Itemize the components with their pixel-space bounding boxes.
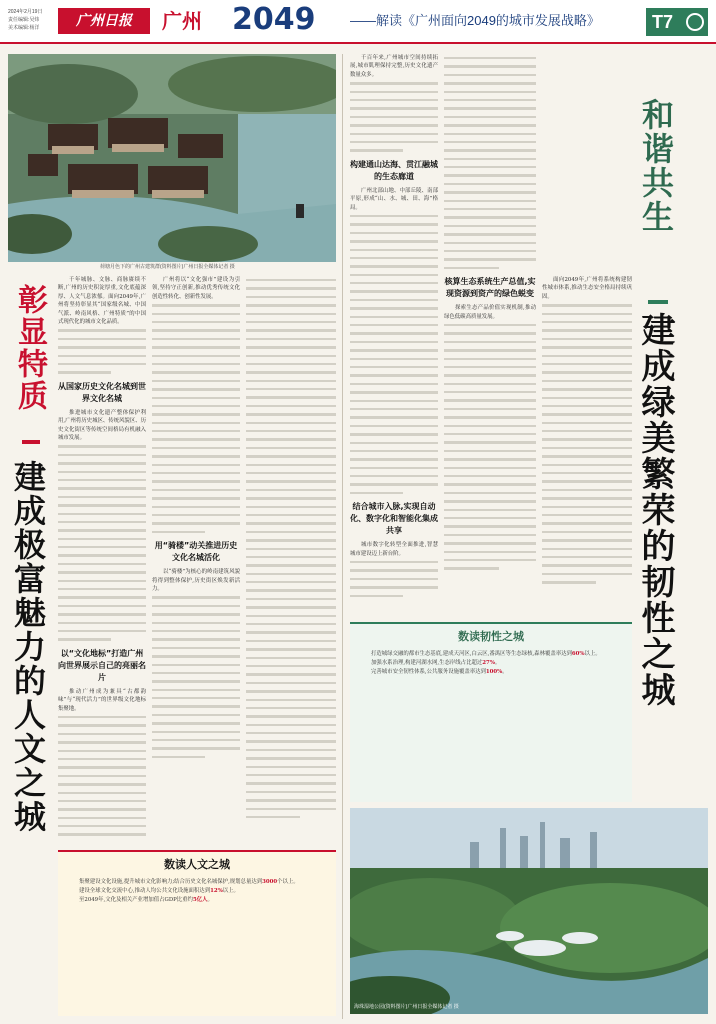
masthead-date xyxy=(8,8,42,32)
circle-icon xyxy=(686,13,704,31)
date-line: 2024年2月19日 xyxy=(8,9,43,15)
paragraph: 城市数字化转型全面推进,智慧城市建设迈上新台阶。 xyxy=(350,542,438,557)
data-paragraph xyxy=(68,878,326,887)
data-highlight: 3000 xyxy=(262,879,278,885)
data-text: 至2049年,文化及相关产业增加值占GDP比重约 xyxy=(79,897,193,903)
subheading: 核算生态系统生产总值,实现资源到资产的绿色蜕变 xyxy=(444,277,536,299)
data-text: 。 xyxy=(494,660,501,666)
data-paragraph xyxy=(360,659,622,668)
top-photo-ancient-buildings xyxy=(8,54,336,262)
data-text: 。 xyxy=(502,669,508,675)
designer-line: 美术编辑:杨洋 xyxy=(8,25,40,31)
data-text: 打造城绿交融的都市生态基底,建成天河区,白云区,番禺区等生态绿核,森林覆盖率达到 xyxy=(371,651,572,657)
data-highlight: 27% xyxy=(482,660,495,666)
paragraph: 以“骑楼”为核心的岭南建筑风貌将得到整体保护,历史街区焕发新活力。 xyxy=(152,569,240,592)
subheading: 以“文化地标”打造广州向世界展示自己的亮丽名片 xyxy=(58,648,146,682)
data-text: 以上。 xyxy=(584,651,601,657)
section-title: 广州 xyxy=(162,9,202,33)
subheading: 用“骑楼”动关推进历史文化名城活化 xyxy=(154,541,238,563)
article-column-5 xyxy=(444,54,536,614)
data-paragraph xyxy=(68,887,326,896)
section-subtitle: ——解读《广州面向2049的城市发展战略》 xyxy=(350,13,600,28)
paragraph: 推动广州成为兼具“古都韵味”与“现代活力”的世界级文化地标集聚地。 xyxy=(58,688,146,712)
data-text: 个以上。 xyxy=(277,879,299,885)
article-column-4 xyxy=(350,54,438,614)
data-text: 以上。 xyxy=(222,888,239,894)
data-box-body xyxy=(58,874,336,909)
data-highlight: 60% xyxy=(571,651,585,657)
headline-right-black: 建成绿美繁荣的韧性之城 xyxy=(635,312,675,708)
page-number-badge xyxy=(646,8,708,36)
article-column-1 xyxy=(58,276,146,844)
bottom-photo-caption: 海珠湿地公园(资料图片)广州日报全媒体记者 摄 xyxy=(354,1004,459,1010)
data-box-title: 数读人文之城 xyxy=(164,858,230,871)
paragraph: 千年城脉、文脉、商脉赓续不断,广州的历史积淀厚重,文化底蕴深厚、人文气息浓郁。面向2049年,广州将坚持彰显其“国家级名城、中国气派、岭南风格、广州特质”的中国式现代化的城市文化品质。 xyxy=(58,277,146,326)
article-column-3 xyxy=(246,276,336,844)
data-text: 加强水系治理,构建河湖水网,生态岸线占比超过 xyxy=(371,660,483,666)
headline-divider xyxy=(648,300,668,304)
headline-left-black: 建成极富魅力的人文之城 xyxy=(9,460,47,834)
column-divider xyxy=(342,54,343,1019)
newspaper-logo: 广州日报 xyxy=(58,8,150,34)
editor-line: 责任编辑:吴炜 xyxy=(8,17,40,23)
article-column-2 xyxy=(152,276,240,844)
paragraph: 面向2049年,广州将系统构建韧性城市体系,推动生态安全格局持续巩固。 xyxy=(542,277,632,300)
data-paragraph xyxy=(68,896,326,905)
data-paragraph xyxy=(360,650,622,659)
data-box-resilience xyxy=(350,622,632,802)
data-text: 完善城市安全韧性体系,公共服务设施覆盖率达到 xyxy=(371,669,486,675)
data-text: 建设全球文化交流中心,推动人均公共文化设施面积达到 xyxy=(79,888,211,894)
bottom-photo-wetland-park xyxy=(350,808,708,1014)
top-photo-caption: 荷塘月色下的广州古建筑群(资料图片)广州日报全媒体记者 摄 xyxy=(100,264,235,270)
data-text: 。 xyxy=(207,897,213,903)
data-box-humanities xyxy=(58,850,336,1016)
subheading: 构建通山达海、贯江融城的生态廊道 xyxy=(350,159,438,181)
subheading: 从国家历史文化名城到世界文化名城 xyxy=(58,381,146,403)
data-highlight: 12% xyxy=(210,888,223,894)
paragraph: 广州北部山地、中部丘陵、南部平原,形成“山、水、城、田、海”格局。 xyxy=(350,187,438,211)
data-box-title: 数读韧性之城 xyxy=(458,630,524,643)
article-column-6 xyxy=(542,276,632,614)
data-text: 集聚建设文化设施,提升城市文化影响力;结合历史文化名城保护,规划总量达到 xyxy=(79,879,263,885)
paragraph: 探索生态产品价值实现机制,推动绿色低碳高质量发展。 xyxy=(444,305,536,320)
subheading: 结合城市入脉,实现自动化、数字化和智能化集成共享 xyxy=(350,502,438,536)
data-highlight: 5亿人 xyxy=(192,897,208,903)
data-paragraph xyxy=(360,668,622,677)
paragraph: 广州将以“文化强市”建设为引领,坚持守正创新,推动优秀传统文化创造性转化、创新性发展。 xyxy=(152,277,240,300)
headline-left-red: 彰显特质 xyxy=(12,284,47,412)
section-year: 2049 xyxy=(232,2,316,37)
page-number: T7 xyxy=(652,12,674,32)
headline-right-green: 和谐共生 xyxy=(637,98,675,234)
headline-divider xyxy=(22,440,40,444)
data-highlight: 100% xyxy=(485,669,503,675)
paragraph: 推进城市文化遗产整体保护利用,广州将历史城区、传统风貌区、历史文化街区等传统空间格局有机融入城市发展。 xyxy=(58,409,146,441)
data-box-body xyxy=(350,646,632,681)
masthead xyxy=(0,0,716,44)
paragraph: 千百年来,广州城市空间持续拓展,城市肌理保持完整,历史文化遗产数量众多。 xyxy=(350,55,438,78)
